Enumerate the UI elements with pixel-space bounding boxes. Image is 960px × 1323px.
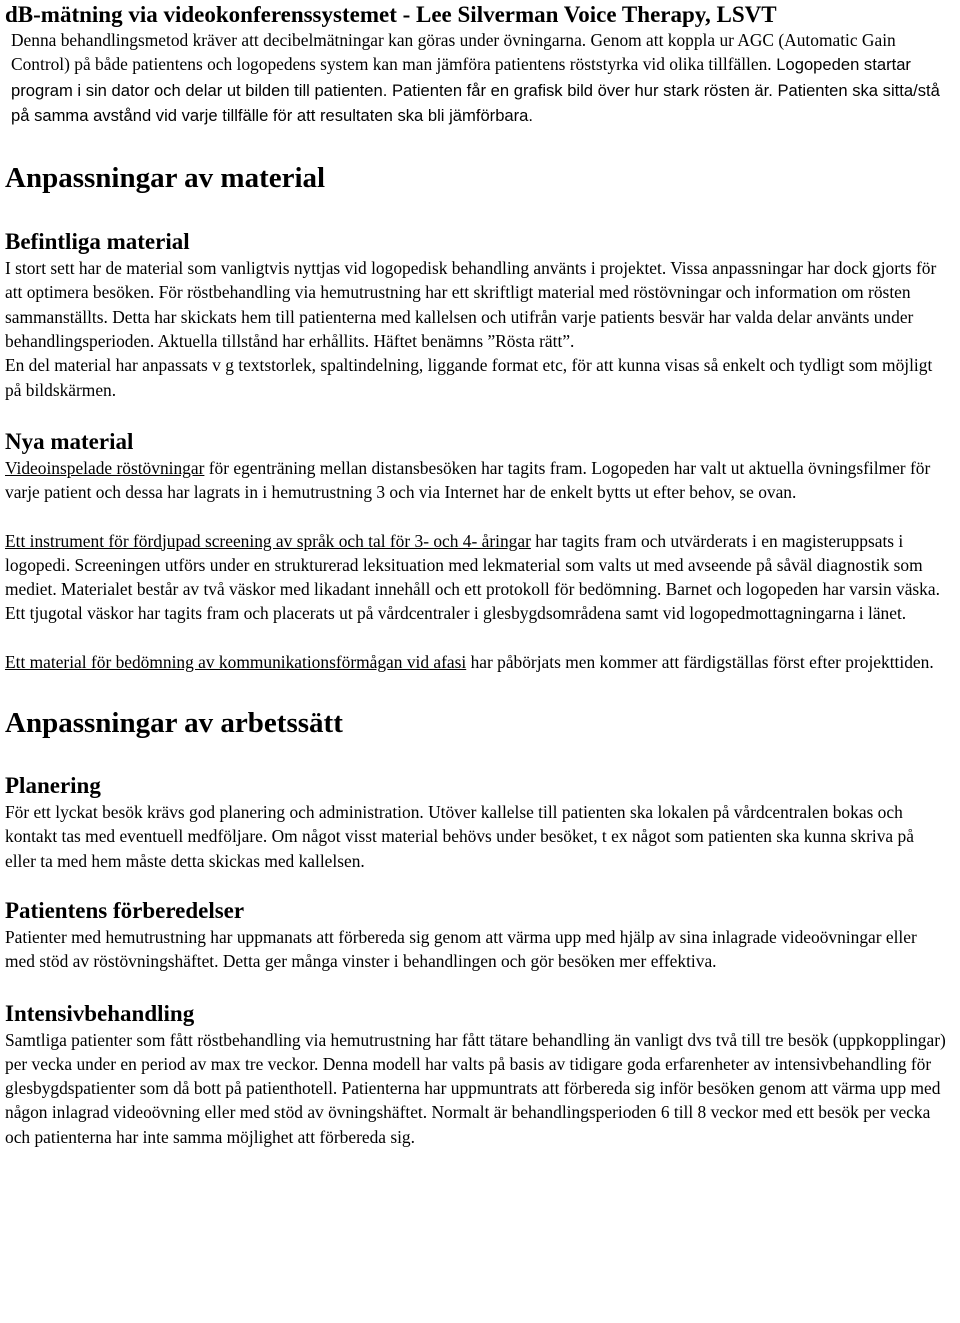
db-text-serif: Denna behandlingsmetod kräver att decibelmätningar kan göras under övningarna. Genom att koppla ur AGC (Automatic Gain Control) på både patientens och logopedens system kan man jämföra patientens röststyrka vid olika tillfällen. [11, 30, 896, 75]
nya-item-2 [5, 529, 946, 626]
db-section-heading: dB-mätning via videokonferenssystemet - Lee Silverman Voice Therapy, LSVT [5, 2, 777, 27]
nya-item-2-text: har tagits fram och utvärderats i en magisteruppsats i logopedi. Screeningen utförs under en strukturerad leksituation med lekmaterial som valts ut med avseende på såväl diagnostik som mediet. Materialet består av två väskor med likadant innehåll och ett protokoll för bedömning. Barnet och logopeden har varsin väska. Ett tjugotal väskor har tagits fram och placerats ut på vårdcentraler i glesbygdsområdena samt vid logopedmottagningarna i länet. [5, 530, 940, 624]
nya-item-3 [5, 650, 946, 674]
nya-heading: Nya material [5, 428, 134, 454]
forberedelser-paragraph: Patienter med hemutrustning har uppmanats att förbereda sig genom att värma upp med hjälp av sina inlagrade videoövningar eller med stöd av röstövningshäftet. Detta ger många vinster i behandlingen och gör besöken mer effektiva. [5, 926, 917, 972]
arbetssatt-heading: Anpassningar av arbetssätt [5, 707, 343, 740]
intensiv-heading: Intensivbehandling [5, 1000, 195, 1026]
nya-item-3-link[interactable]: Ett material för bedömning av kommunikationsförmågan vid afasi [5, 651, 467, 672]
befintliga-heading: Befintliga material [5, 229, 190, 255]
nya-item-1-link[interactable]: Videoinspelade röstövningar [5, 457, 205, 478]
forberedelser-heading: Patientens förberedelser [5, 897, 245, 923]
db-text-sans: Logopeden startar program i sin dator och delar ut bilden till patienten. Patienten får en grafisk bild över hur stark rösten är. Patienten ska sitta/stå på samma avstånd vid varje tillfälle för att resultaten ska bli jämförbara. [11, 55, 940, 125]
planering-paragraph: För ett lyckat besök krävs god planering och administration. Utöver kallelse till patienten ska lokalen på vårdcentralen bokas och kontakt tas med eventuell medföljare. Om något visst material behövs under besöket, t ex något som patienten ska kunna skriva på eller ta med hem måste detta skickas med kallelsen. [5, 802, 914, 871]
intensiv-paragraph: Samtliga patienter som fått röstbehandling via hemutrustning har fått tätare behandling än vanligt dvs två till tre besök (uppkopplingar) per vecka under en period av max tre veckor. Denna modell har valts på basis av tidigare goda erfarenheter av intensivbehandling för glesbygdspatienter som då bott på patienthotell. Patienterna har uppmuntrats att förbereda sig inför besöken genom att värma upp med någon inlagrad videoövning eller med stöd av övningshäftet. Normalt är behandlingsperioden 6 till 8 veckor med ett besök per vecka och patienterna har inte samma möjlighet att förbereda sig. [5, 1029, 946, 1147]
document-page [0, 2, 950, 1149]
befintliga-paragraph-2: En del material har anpassats v g textstorlek, spaltindelning, liggande format etc, för att kunna visas så enkelt och tydligt som möjligt på bildskärmen. [5, 355, 933, 400]
nya-item-1 [5, 456, 946, 505]
material-heading: Anpassningar av material [5, 162, 326, 195]
nya-item-1-text: för egenträning mellan distansbesöken har tagits fram. Logopeden har valt ut aktuella övningsfilmer för varje patient och dessa har lagrats in i hemutrustning 3 och via Internet har de enkelt bytts ut efter behov, se ovan. [5, 457, 931, 503]
db-section-paragraph [5, 28, 946, 128]
nya-item-2-link[interactable]: Ett instrument för fördjupad screening av språk och tal för 3- och 4- åringar [5, 530, 531, 551]
befintliga-paragraph-1: I stort sett har de material som vanligtvis nyttjas vid logopedisk behandling använts i projektet. Vissa anpassningar har dock gjorts för att optimera besöken. För röstbehandling via hemutrustning har ett skriftligt material med röstövningar och information om rösten sammanställts. Detta har skickats hem till patienterna med kallelsen och utifrån varje patients besvär har valda delar använts under behandlingsperioden. Aktuella tillstånd har erhållits. Häftet benämns ”Rösta rätt”. [5, 258, 937, 352]
planering-heading: Planering [5, 773, 101, 799]
nya-item-3-text: har påbörjats men kommer att färdigställas först efter projekttiden. [466, 651, 934, 672]
